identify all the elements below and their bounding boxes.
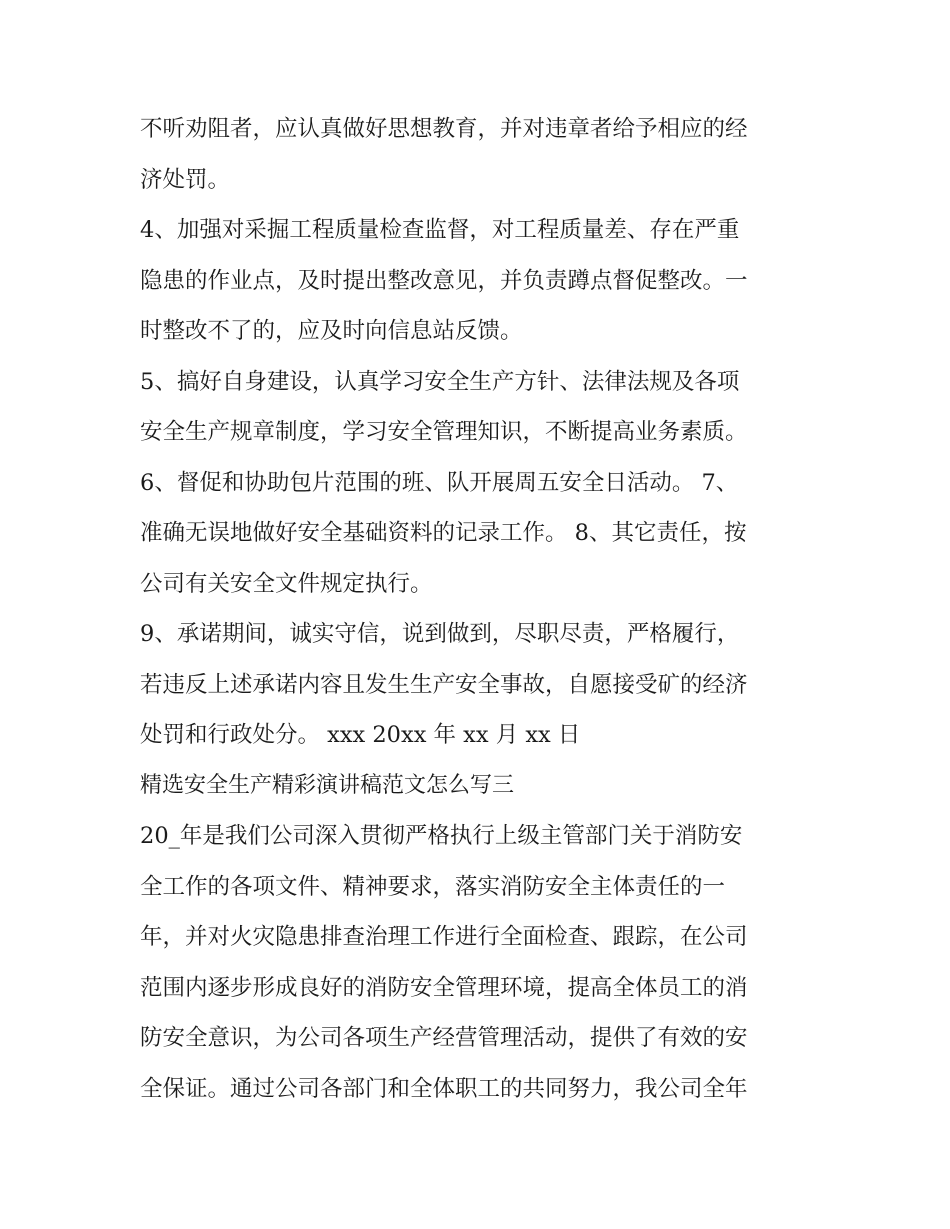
body-line: 防安全意识，为公司各项生产经营管理活动，提供了有效的安	[140, 1025, 748, 1051]
body-line: 范围内逐步形成良好的消防安全管理环境，提高全体员工的消	[140, 974, 748, 1001]
body-line: 6、督促和协助包片范围的班、队开展周五安全日活动。 7、	[140, 469, 739, 496]
body-line: 隐患的作业点，及时提出整改意见，并负责蹲点督促整改。一	[140, 267, 748, 294]
body-line: 9、承诺期间，诚实守信，说到做到，尽职尽责，严格履行，	[140, 621, 740, 647]
body-line: 4、加强对采掘工程质量检查监督，对工程质量差、存在严重	[140, 217, 740, 243]
body-line: 5、搞好自身建设，认真学习安全生产方针、法律法规及各项	[140, 368, 740, 395]
body-line: 安全生产规章制度，学习安全管理知识，不断提高业务素质。	[140, 419, 748, 445]
signature-date-line: 处罚和行政处分。 xxx 20xx 年 xx 月 xx 日	[140, 722, 581, 748]
body-line: 时整改不了的，应及时向信息站反馈。	[140, 318, 523, 344]
body-line: 不听劝阻者，应认真做好思想教育，并对违章者给予相应的经	[140, 116, 748, 142]
body-line: 准确无误地做好安全基础资料的记录工作。 8、其它责任，按	[140, 520, 747, 546]
body-line: 若违反上述承诺内容且发生生产安全事故，自愿接受矿的经济	[140, 671, 748, 698]
body-line: 年，并对火灾隐患排查治理工作进行全面检查、跟踪，在公司	[140, 924, 748, 950]
section-heading: 精选安全生产精彩演讲稿范文怎么写三	[140, 772, 515, 798]
body-line: 全工作的各项文件、精神要求，落实消防安全主体责任的一	[140, 873, 726, 900]
body-line: 20_年是我们公司深入贯彻严格执行上级主管部门关于消防安	[140, 823, 743, 849]
body-line: 济处罚。	[140, 166, 231, 193]
document-body	[140, 104, 830, 1114]
body-line: 公司有关安全文件规定执行。	[140, 570, 433, 597]
body-line: 全保证。通过公司各部门和全体职工的共同努力，我公司全年	[140, 1075, 748, 1102]
